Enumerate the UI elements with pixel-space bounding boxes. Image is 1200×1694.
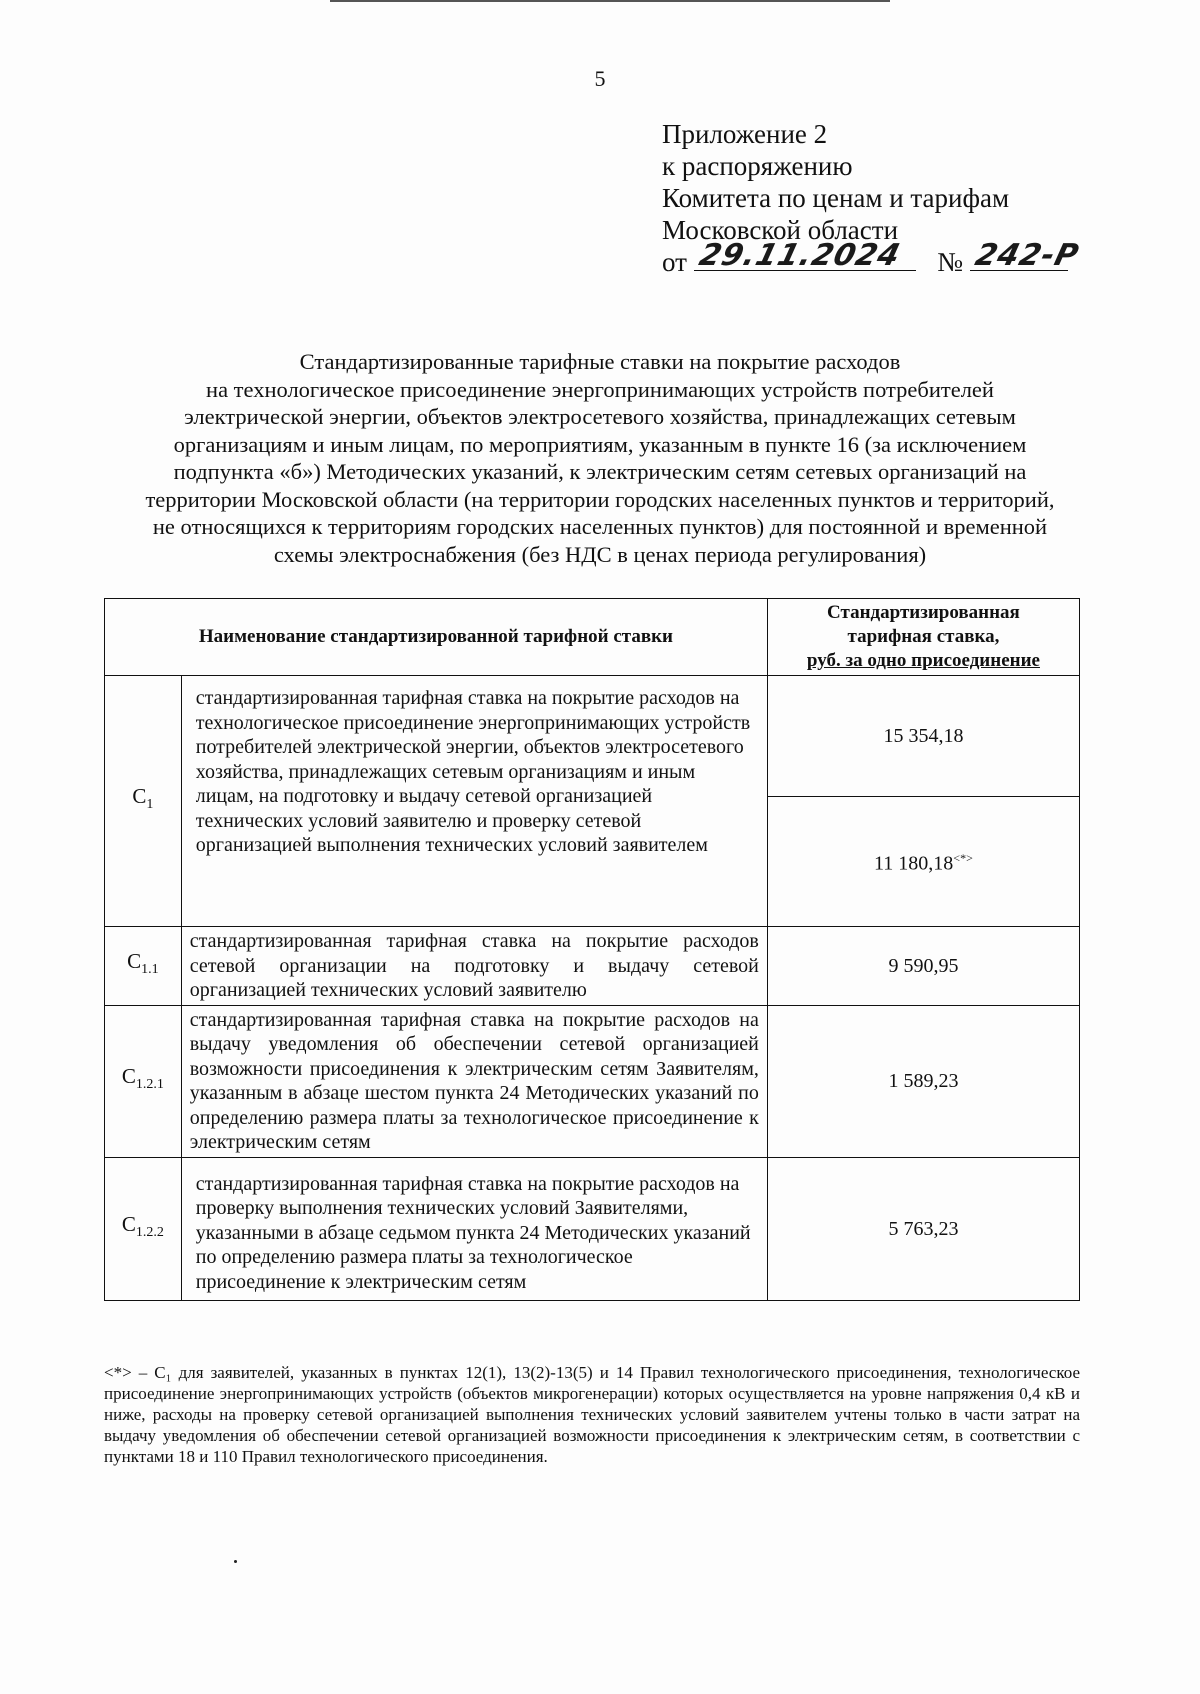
handwritten-date: 29.11.2024: [695, 238, 904, 273]
scan-dot: [234, 1560, 237, 1563]
rate-code: [105, 1157, 182, 1301]
title-line: Стандартизированные тарифные ставки на покрытие расходов: [299, 349, 901, 374]
rates-table: [104, 598, 1080, 1301]
date-field: [694, 238, 916, 273]
code-letter: C: [121, 1211, 136, 1236]
date-prefix: от: [662, 247, 687, 277]
appendix-line-4: Московской области: [662, 215, 899, 245]
rate-code: [105, 927, 182, 1006]
number-field: [970, 238, 1083, 273]
appendix-block: [662, 118, 1083, 278]
rate-value-alt: [767, 797, 1079, 927]
code-letter: C: [121, 1064, 136, 1089]
title-line: подпункта «б») Методических указаний, к электрическим сетям сетевых организаций на: [173, 459, 1027, 484]
appendix-line-1: Приложение 2: [662, 119, 828, 149]
rate-code: [105, 676, 182, 927]
table-row: [105, 1157, 1080, 1301]
rate-description: стандартизированная тарифная ставка на покрытие расходов на выдачу уведомления об обеспечении сетевой организацией возможности присоединения к электрическим сетям Заявителям, указанным в абзаце шестом пункта 24 Методических указаний по определению размера платы за технологическое присоединение к электрическим сетям: [189, 1008, 759, 1153]
header-name: Наименование стандартизированной тарифной ставки: [105, 599, 768, 676]
title-line: схемы электроснабжения (без НДС в ценах периода регулирования): [273, 541, 927, 567]
rate-code: [105, 1005, 182, 1157]
header-value-line: руб. за одно присоединение: [806, 650, 1040, 671]
table-row: [105, 676, 1080, 797]
rate-description: стандартизированная тарифная ставка на покрытие расходов на проверку выполнения технических условий Заявителями, указанными в абзаце седьмом пункта 24 Методических указаний по определению размера платы за технологическое присоединение к электрическим сетям: [195, 1172, 751, 1293]
rate-description: стандартизированная тарифная ставка на покрытие расходов на технологическое присоединение энергопринимающих устройств потребителей электрической энергии, объектов электросетевого хозяйства, принадлежащих сетевым организациям и иным лицам, на подготовку и выдачу сетевой организацией технических условий заявителю и проверку сетевой организацией выполнения технических условий заявителем: [195, 687, 751, 856]
title-line: на технологическое присоединение энергопринимающих устройств потребителей: [206, 376, 994, 402]
title-line: не относящихся к территориям городских населенных пунктов) для постоянной и временной: [152, 514, 1048, 539]
code-subscript: 1.1: [141, 962, 159, 978]
rate-value: 1 589,23: [767, 1005, 1079, 1157]
top-edge-mark: [330, 0, 890, 2]
rate-value: 5 763,23: [767, 1157, 1079, 1301]
code-letter: C: [127, 948, 142, 973]
rate-value: 15 354,18: [767, 676, 1079, 797]
rate-description-cell: [181, 1005, 767, 1157]
header-value: [767, 599, 1079, 676]
code-subscript: 1: [146, 797, 154, 813]
rate-description: стандартизированная тарифная ставка на покрытие расходов сетевой организации на подготовку и выдачу сетевой организацией технических условий заявителю: [189, 930, 759, 1001]
rate-value: 9 590,95: [767, 927, 1079, 1006]
appendix-line-2: к распоряжению: [662, 151, 853, 181]
header-value-line: Стандартизированная: [827, 602, 1020, 623]
date-number-line: [662, 238, 1083, 278]
footnote-mark: <*>: [953, 851, 973, 866]
table-row: [105, 1005, 1080, 1157]
code-letter: C: [132, 784, 147, 809]
footnote: <*> – C₁ для заявителей, указанных в пунктах 12(1), 13(2)-13(5) и 14 Правил технологического присоединения, технологическое присоединение энергопринимающих устройств (объектов микрогенерации) которых осуществляется на уровне напряжения 0,4 кВ и ниже, расходы на проверку сетевой организацией выполнения технических условий заявителем учтены только в части затрат на выдачу уведомления об обеспечении сетевой организацией возможности присоединения к электрическим сетям, в соответствии с пунктами 18 и 110 Правил технологического присоединения.: [104, 1363, 1080, 1466]
title-line: территории Московской области (на территории городских населенных пунктов и территорий,: [145, 486, 1055, 512]
title-line: организациям и иным лицам, по мероприятиям, указанным в пункте 16 (за исключением: [173, 431, 1027, 457]
rate-description-cell: [181, 676, 767, 927]
rate-value-alt-number: 11 180,18: [874, 853, 954, 876]
handwritten-number: 242-Р: [971, 238, 1083, 273]
number-prefix: №: [937, 247, 963, 277]
header-value-line: тарифная ставка,: [847, 626, 1000, 647]
table-row: [105, 927, 1080, 1006]
rate-description-cell: [181, 1157, 767, 1301]
document-title: [100, 348, 1100, 568]
code-subscript: 1.2.1: [135, 1077, 164, 1093]
title-line: электрической энергии, объектов электросетевого хозяйства, принадлежащих сетевым: [184, 404, 1016, 429]
page-number: 5: [594, 66, 606, 91]
code-subscript: 1.2.2: [135, 1225, 164, 1241]
rate-description-cell: [181, 927, 767, 1006]
appendix-line-3: Комитета по ценам и тарифам: [662, 183, 1010, 213]
table-header-row: [105, 599, 1080, 676]
